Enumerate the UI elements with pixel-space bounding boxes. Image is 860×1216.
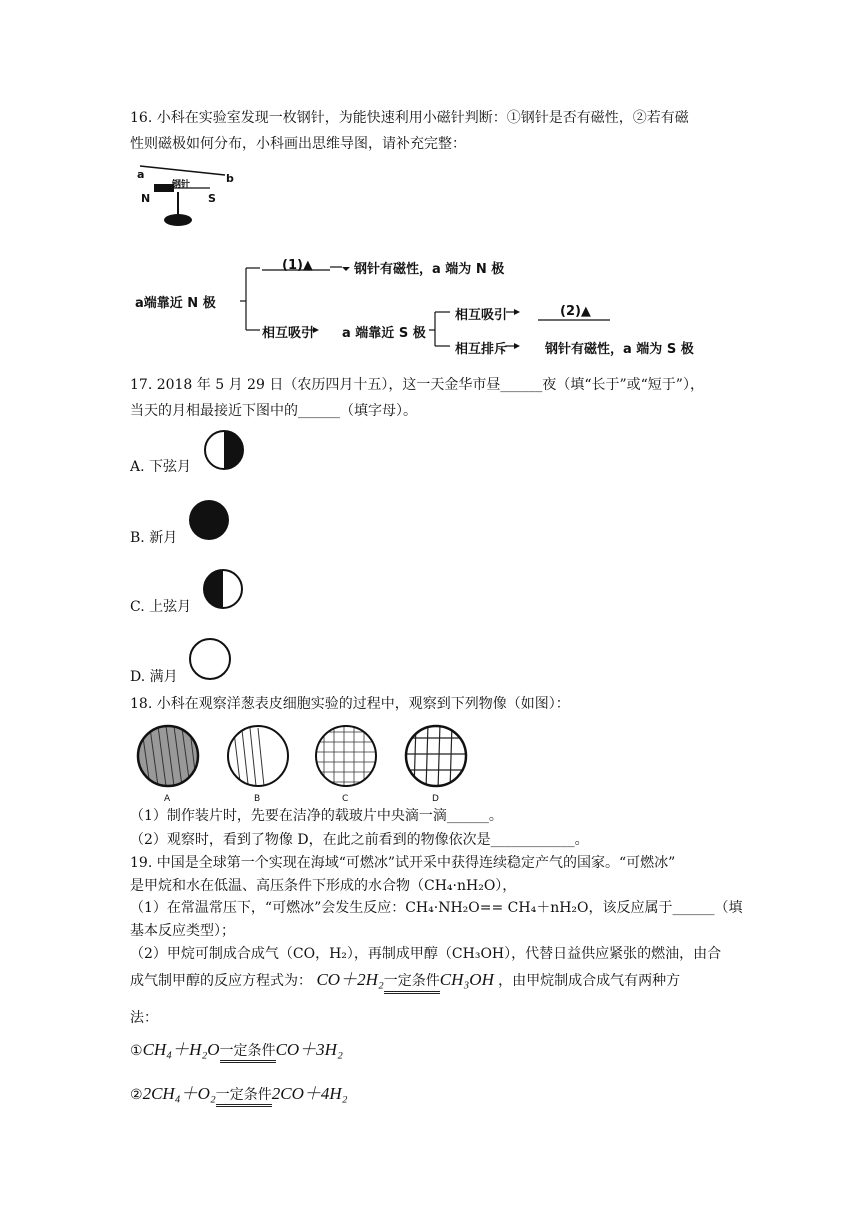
q17-line1: 17. 2018 年 5 月 29 日（农历四月十五），这一天金华市昼______夜（填“长于”或“短于”），: [130, 377, 704, 393]
equation-2-condition: 一定条件: [215, 1087, 272, 1103]
mindmap-branch1-result: 钢针有磁性，a 端为 N 极: [354, 262, 505, 277]
equation-main-lhs: CO＋2H₂: [316, 970, 384, 989]
q19-line6-post: ，由甲烷制成合成气有两种方: [498, 973, 681, 989]
equation-1-number: ①: [130, 1043, 143, 1059]
equation-2-rhs: 2CO＋4H₂: [271, 1084, 348, 1103]
moon-first-quarter: [199, 565, 247, 613]
q16-line1: 16. 小科在实验室发现一枚钢针，为能快速利用小磁针判断：①钢针是否有磁性，②若有磁: [130, 110, 689, 126]
fig-label-a: a: [137, 168, 145, 181]
q19-line6: [130, 970, 680, 992]
moon-last-quarter: [200, 428, 248, 476]
equation-2: [130, 1084, 348, 1105]
q18-line1: 18. 小科在观察洋葱表皮细胞实验的过程中，观察到下列物像（如图）：: [130, 696, 570, 712]
equation-1-lhs: CH₄＋H₂O: [142, 1040, 220, 1059]
equation-main: [316, 970, 498, 989]
mindmap-blank-1: (1)▲: [282, 258, 313, 273]
q17-option-b: B. 新月: [130, 530, 178, 546]
mindmap-blank-2: (2)▲: [560, 304, 591, 319]
q18-sub1: （1）制作装片时，先要在洁净的载玻片中央滴一滴______。: [130, 808, 503, 824]
mindmap-sub2: 相互排斥: [455, 342, 508, 357]
q17-line2: 当天的月相最接近下图中的______（填字母）。: [130, 403, 417, 419]
equation-1-rhs: CO＋3H₂: [275, 1040, 343, 1059]
q19-line4: 基本反应类型）；: [130, 923, 235, 939]
cell-label-a: A: [164, 794, 171, 804]
fig-label-b: b: [226, 172, 234, 185]
q17-option-c: C. 上弦月: [130, 599, 192, 615]
equation-main-rhs: CH₃OH: [439, 970, 494, 989]
cell-label-b: B: [254, 794, 261, 804]
onion-cell-views: [130, 720, 480, 810]
cell-label-d: D: [432, 794, 439, 804]
q17-option-d: D. 满月: [130, 669, 178, 685]
q16-line2: 性则磁极如何分布，小科画出思维导图，请补充完整：: [130, 136, 466, 152]
q19-line7: 法：: [130, 1010, 158, 1026]
q17-option-a: A. 下弦月: [130, 459, 192, 475]
fig-label-n: N: [141, 192, 151, 205]
q19-line2: 是甲烷和水在低温、高压条件下形成的水合物（CH₄·nH₂O），: [130, 878, 517, 894]
q19-line6-pre: 成气制甲醇的反应方程式为：: [130, 973, 312, 989]
mindmap-branch2: 相互吸引: [262, 326, 315, 341]
q19-line1: 19. 中国是全球第一个实现在海域“可燃冰”试开采中获得连续稳定产气的国家。“可燃冰”: [130, 855, 676, 871]
equation-1-condition: 一定条件: [219, 1043, 276, 1059]
q19-line3: （1）在常温常压下，“可燃冰”会发生反应：CH₄·NH₂O== CH₄＋nH₂O，该反应属于______（填: [130, 900, 743, 916]
moon-full: [186, 635, 234, 683]
mindmap-sub2-result: 钢针有磁性，a 端为 S 极: [545, 342, 694, 357]
mindmap-sub1: 相互吸引: [455, 308, 508, 323]
equation-2-lhs: 2CH₄＋O₂: [142, 1084, 216, 1103]
equation-1: [130, 1040, 343, 1061]
equation-2-number: ②: [130, 1087, 143, 1103]
mindmap-root: a端靠近 N 极: [135, 296, 216, 311]
moon-new: [185, 496, 233, 544]
equation-main-condition: 一定条件: [384, 972, 440, 992]
fig-label-needle: 钢针: [172, 180, 191, 190]
fig-label-s: S: [208, 192, 216, 205]
cell-label-c: C: [342, 794, 349, 804]
mindmap-branch2-result: a 端靠近 S 极: [342, 326, 426, 341]
q18-sub2: （2）观察时，看到了物像 D，在此之前看到的物像依次是____________。: [130, 832, 589, 848]
q19-line5: （2）甲烷可制成合成气（CO，H₂），再制成甲醇（CH₃OH），代替日益供应紧张的燃油，由合: [130, 946, 722, 962]
